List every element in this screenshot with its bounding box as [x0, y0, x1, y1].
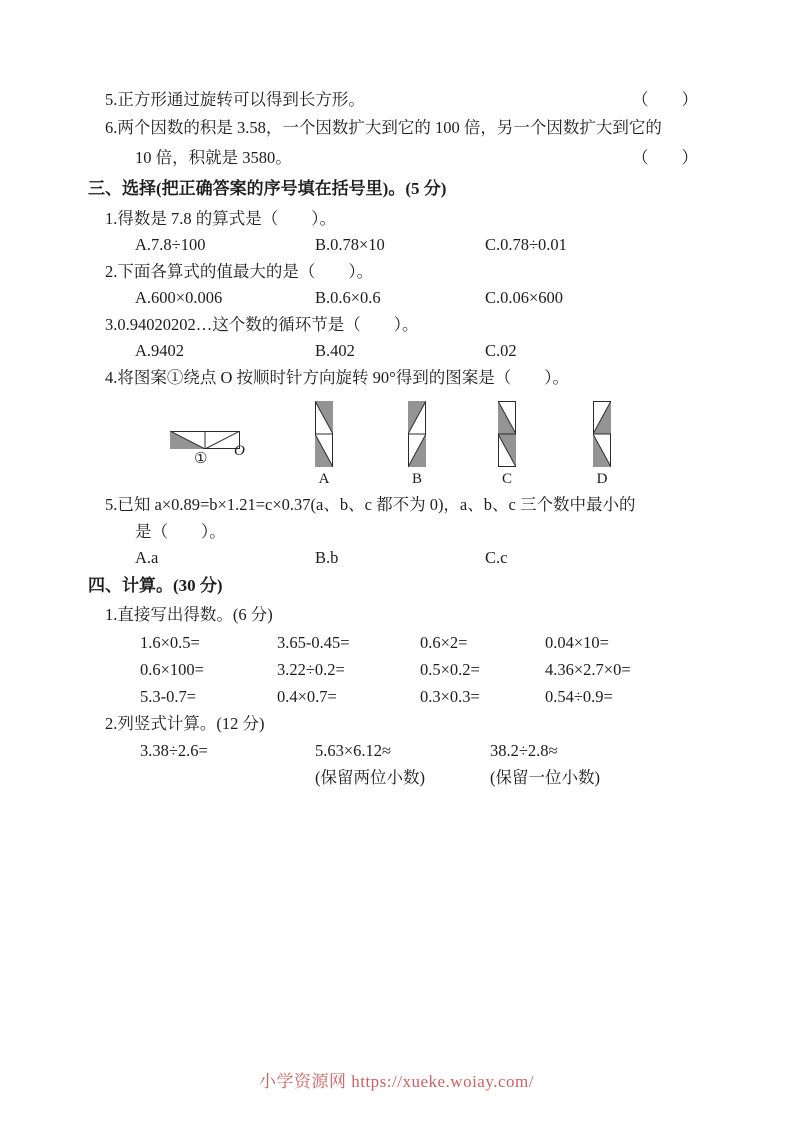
calc-expression: 0.54÷0.9= [545, 687, 613, 706]
choice-q1-option-b: B.0.78×10 [315, 235, 385, 254]
judge-item-6-bracket: （ ） [632, 148, 698, 167]
choice-q5-line2: 是（ ）。 [135, 522, 226, 541]
rotation-figure-option-a [313, 401, 335, 488]
choice-q2-option-a: A.600×0.006 [135, 288, 223, 307]
choice-q3-stem: 3.0.94020202…这个数的循环节是（ ）。 [105, 315, 419, 334]
choice-q5-line1: 5.已知 a×0.89=b×1.21=c×0.37(a、b、c 都不为 0)，a、b、c 三个数中最小的 [105, 495, 636, 514]
choice-q4-stem: 4.将图案①绕点 O 按顺时针方向旋转 90°得到的图案是（ ）。 [105, 368, 570, 387]
vertical-calc-expression: 5.63×6.12≈ [315, 741, 392, 760]
judge-item-5 [88, 86, 698, 113]
rotation-figure-original [168, 431, 245, 467]
judge-item-6-line1 [88, 113, 698, 143]
direct-calc-row-2 [88, 656, 698, 683]
rotation-figure-original-label: ① [194, 451, 208, 467]
choice-q3-option-b: B.402 [315, 341, 355, 360]
rotation-point-label: O [234, 443, 245, 459]
rotation-option-b-label: B [411, 471, 422, 487]
choice-q5-option-c: C.c [485, 548, 508, 567]
choice-q2-stem: 2.下面各算式的值最大的是（ ）。 [105, 262, 374, 281]
judge-item-6-num: 6. [105, 118, 118, 137]
calc-expression: 5.3-0.7= [140, 687, 197, 706]
judge-item-5-statement: 正方形通过旋转可以得到长方形。 [117, 90, 365, 109]
vertical-calc-expression: 38.2÷2.8≈ [490, 741, 558, 760]
choice-q1-option-a: A.7.8÷100 [135, 235, 206, 254]
calc-expression: 0.3×0.3= [420, 687, 480, 706]
judge-item-6-statement2: 10 倍，积就是 3580。 [135, 148, 292, 167]
choice-q3-option-c: C.02 [485, 341, 517, 360]
judge-item-5-bracket: （ ） [632, 90, 698, 109]
calc-expression: 0.04×10= [545, 633, 609, 652]
choice-q2-option-b: B.0.6×0.6 [315, 288, 381, 307]
rotation-figure-option-d [591, 401, 613, 488]
choice-q1-stem: 1.得数是 7.8 的算式是（ ）。 [105, 209, 336, 228]
choice-q1-option-c: C.0.78÷0.01 [485, 235, 567, 254]
calc-sub2-title: 2.列竖式计算。(12 分) [105, 714, 265, 733]
rotation-figure-option-b [406, 401, 428, 488]
calc-expression: 1.6×0.5= [140, 633, 200, 652]
rotation-figure-option-c-shape [498, 401, 516, 467]
choice-q5-options [88, 545, 698, 571]
choice-q5-option-a: A.a [135, 548, 159, 567]
judge-item-5-num: 5. [105, 90, 118, 109]
rotation-figure-option-b-shape [408, 401, 426, 467]
direct-calc-row-1 [88, 629, 698, 656]
vertical-calc-expression: 3.38÷2.6= [140, 741, 208, 760]
calc-expression: 0.4×0.7= [277, 687, 337, 706]
choice-q5-option-b: B.b [315, 548, 339, 567]
vertical-calc-row [88, 737, 698, 764]
exam-content [88, 86, 698, 791]
site-watermark: 小学资源网 https://xueke.woiay.com/ [258, 1072, 534, 1091]
judge-item-6-line2 [88, 143, 698, 173]
rotation-figure-original-shape [170, 431, 240, 449]
choice-q3-options [88, 338, 698, 364]
choice-q3-option-a: A.9402 [135, 341, 185, 360]
empty-cell [140, 764, 315, 791]
vertical-calc-notes [88, 764, 698, 791]
calc-expression: 4.36×2.7×0= [545, 660, 631, 679]
rotation-figure-option-c [496, 401, 518, 488]
calc-expression: 3.22÷0.2= [277, 660, 345, 679]
calc-expression: 0.6×2= [420, 633, 468, 652]
choice-q2-options [88, 285, 698, 311]
direct-calc-row-3 [88, 683, 698, 710]
section-four-title: 四、计算。(30 分) [88, 576, 223, 595]
calc-expression: 3.65-0.45= [277, 633, 350, 652]
judge-item-5-text [105, 86, 365, 113]
rotation-option-c-label: C [501, 471, 512, 487]
calc-expression: 0.5×0.2= [420, 660, 480, 679]
calc-expression: 0.6×100= [140, 660, 204, 679]
rotation-option-d-label: D [596, 471, 608, 487]
judge-item-6-statement1: 两个因数的积是 3.58，一个因数扩大到它的 100 倍，另一个因数扩大到它的 [117, 118, 662, 137]
rotation-option-a-label: A [318, 471, 330, 487]
choice-q2-option-c: C.0.06×600 [485, 288, 564, 307]
rounding-note-1: (保留两位小数) [315, 768, 425, 787]
rotation-figure-option-a-shape [315, 401, 333, 467]
rounding-note-2: (保留一位小数) [490, 768, 600, 787]
rotation-figure-block [88, 391, 698, 491]
section-three-title: 三、选择(把正确答案的序号填在括号里)。(5 分) [88, 179, 447, 198]
rotation-figure-option-d-shape [593, 401, 611, 467]
choice-q1-options [88, 232, 698, 258]
calc-sub1-title: 1.直接写出得数。(6 分) [105, 605, 273, 624]
